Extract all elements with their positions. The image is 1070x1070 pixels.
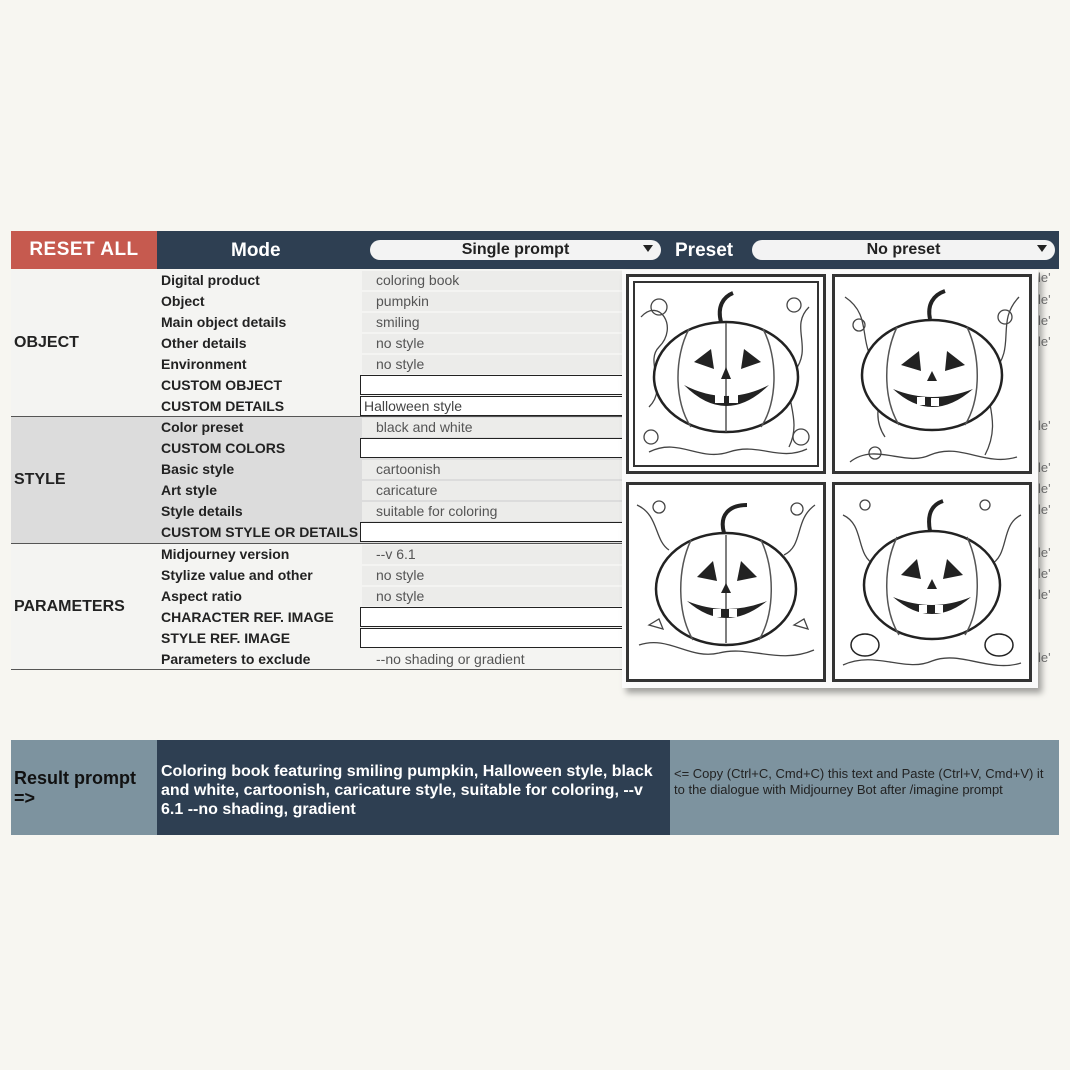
row-label-custom-style: CUSTOM STYLE OR DETAILS bbox=[161, 524, 359, 540]
row-value-other-details[interactable]: no style bbox=[362, 334, 622, 353]
column-fragment: le' bbox=[1038, 270, 1051, 285]
pumpkin-image-4 bbox=[832, 482, 1032, 682]
row-label-character-ref: CHARACTER REF. IMAGE bbox=[161, 609, 334, 625]
custom-details-input[interactable]: Halloween style bbox=[360, 396, 623, 416]
section-label-object: OBJECT bbox=[14, 334, 79, 351]
row-label-style-details: Style details bbox=[161, 503, 243, 519]
result-label: Result prompt => bbox=[14, 768, 137, 808]
column-fragment: le' bbox=[1038, 334, 1051, 349]
column-fragment: le' bbox=[1038, 545, 1051, 560]
row-value-main-object-details[interactable]: smiling bbox=[362, 313, 622, 332]
character-ref-input[interactable] bbox=[360, 607, 623, 627]
row-value-digital-product[interactable]: coloring book bbox=[362, 271, 622, 290]
section-label-style: STYLE bbox=[14, 471, 66, 488]
preview-gallery bbox=[622, 270, 1038, 688]
reset-all-button[interactable]: RESET ALL bbox=[11, 231, 157, 269]
dropdown-arrow-icon bbox=[1037, 245, 1047, 252]
preset-value: No preset bbox=[866, 241, 941, 258]
row-label-basic-style: Basic style bbox=[161, 461, 235, 477]
column-fragment: le' bbox=[1038, 650, 1051, 665]
preset-label: Preset bbox=[675, 240, 734, 261]
section-divider bbox=[11, 669, 623, 670]
mode-value: Single prompt bbox=[461, 241, 570, 258]
column-fragment: le' bbox=[1038, 502, 1051, 517]
row-label-aspect-ratio: Aspect ratio bbox=[161, 588, 242, 604]
column-fragment: le' bbox=[1038, 566, 1051, 581]
preset-dropdown[interactable] bbox=[752, 240, 1055, 260]
column-fragment: le' bbox=[1038, 292, 1051, 307]
column-fragment: le' bbox=[1038, 587, 1051, 602]
result-hint-panel bbox=[670, 740, 1059, 835]
row-label-other-details: Other details bbox=[161, 335, 247, 351]
row-label-custom-colors: CUSTOM COLORS bbox=[161, 440, 286, 456]
row-label-object: Object bbox=[161, 293, 205, 309]
pumpkin-image-2 bbox=[832, 274, 1032, 474]
row-value-parameters-exclude[interactable]: --no shading or gradient bbox=[376, 651, 525, 667]
row-value-color-preset[interactable]: black and white bbox=[362, 418, 622, 437]
section-label-parameters: PARAMETERS bbox=[14, 598, 125, 615]
row-label-style-ref: STYLE REF. IMAGE bbox=[161, 630, 291, 646]
row-value-midjourney-version[interactable]: --v 6.1 bbox=[362, 545, 622, 564]
row-value-environment[interactable]: no style bbox=[362, 355, 622, 374]
row-label-main-object-details: Main object details bbox=[161, 314, 287, 330]
row-label-art-style: Art style bbox=[161, 482, 218, 498]
row-value-stylize-value[interactable]: no style bbox=[362, 566, 622, 585]
row-label-midjourney-version: Midjourney version bbox=[161, 546, 290, 562]
column-fragment: le' bbox=[1038, 460, 1051, 475]
pumpkin-image-1 bbox=[626, 274, 826, 474]
result-prompt-text[interactable]: Coloring book featuring smiling pumpkin, Halloween style, black and white, cartoonish, caricature style, suitable for coloring, --v 6.1 --no shading, gradient bbox=[161, 763, 653, 818]
pumpkin-image-3 bbox=[626, 482, 826, 682]
result-label-panel bbox=[11, 740, 157, 835]
row-label-color-preset: Color preset bbox=[161, 419, 244, 435]
row-label-custom-object: CUSTOM OBJECT bbox=[161, 377, 283, 393]
copy-hint-text: <= Copy (Ctrl+C, Cmd+C) this text and Paste (Ctrl+V, Cmd+V) it to the dialogue with Midjourney Bot after /imagine prompt bbox=[674, 766, 1044, 797]
row-label-parameters-exclude: Parameters to exclude bbox=[161, 651, 311, 667]
style-ref-input[interactable] bbox=[360, 628, 623, 648]
row-label-digital-product: Digital product bbox=[161, 272, 260, 288]
section-divider bbox=[11, 416, 623, 417]
row-value-object[interactable]: pumpkin bbox=[362, 292, 622, 311]
row-label-custom-details: CUSTOM DETAILS bbox=[161, 398, 285, 414]
section-divider bbox=[11, 543, 623, 544]
row-value-style-details[interactable]: suitable for coloring bbox=[362, 502, 622, 521]
column-fragment: le' bbox=[1038, 481, 1051, 496]
row-value-aspect-ratio[interactable]: no style bbox=[362, 587, 622, 606]
row-label-environment: Environment bbox=[161, 356, 247, 372]
mode-dropdown[interactable] bbox=[370, 240, 661, 260]
result-prompt-panel[interactable] bbox=[157, 740, 670, 835]
custom-style-input[interactable] bbox=[360, 522, 623, 542]
custom-colors-input[interactable] bbox=[360, 438, 623, 458]
dropdown-arrow-icon bbox=[643, 245, 653, 252]
column-fragment: le' bbox=[1038, 313, 1051, 328]
row-value-art-style[interactable]: caricature bbox=[362, 481, 622, 500]
custom-object-input[interactable] bbox=[360, 375, 623, 395]
column-fragment: le' bbox=[1038, 418, 1051, 433]
mode-label: Mode bbox=[231, 240, 281, 261]
row-value-basic-style[interactable]: cartoonish bbox=[362, 460, 622, 479]
row-label-stylize-value: Stylize value and other bbox=[161, 567, 313, 583]
